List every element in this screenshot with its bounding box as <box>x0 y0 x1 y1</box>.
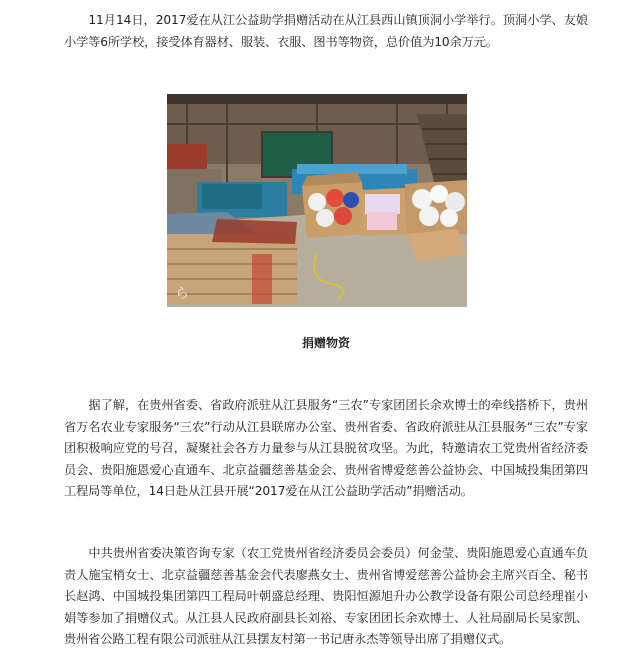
paragraph-attendees: 中共贵州省委决策咨询专家（农工党贵州省经济委员会委员）何金莹、贵阳施恩爱心直通车负责人施宝梢女士、北京益疆慈善基金会代表廖燕女士、贵州省博爱慈善公益协会主席兴百全、秘书长赵鸿、中国城投集团第四工程局叶朝盛总经理、贵阳恒源旭升办公教学设备有限公司总经理崔小娟等参加了捐赠仪式。从江县人民政府副县长刘裕、专家团团长余欢博士、人社局副局长吴家凯、贵州省公路工程有限公司派驻从江县摆友村第一书记唐永杰等领导出席了捐赠仪式。 <box>64 546 588 646</box>
donation-photo <box>167 94 467 307</box>
paragraph-intro: 11月14日，2017爱在从江公益助学捐赠活动在从江县西山镇顶洞小学举行。顶洞小学、友娘小学等6所学校，接受体育器材、服装、衣服、图书等物资，总价值为10余万元。 <box>64 13 588 49</box>
svg-text:ら: ら <box>175 286 189 302</box>
photo-caption: 捐赠物资 <box>301 336 350 350</box>
paragraph-background: 据了解，在贵州省委、省政府派驻从江县服务“三农”专家团团长余欢博士的牵线搭桥下，贵州省万名农业专家服务“三农”行动从江县联席办公室、贵州省委、省政府派驻从江县服务“三农”专家团积极响应党的号召，凝聚社会各方力量参与从江县脱贫攻坚。为此，特邀请农工党贵州省经济委员会、贵阳施恩爱心直通车、北京益疆慈善基金会、贵州省博爱慈善公益协会、中国城投集团第四工程局等单位，14日赴从江县开展“2017爱在从江公益助学活动”捐赠活动。 <box>64 398 588 498</box>
